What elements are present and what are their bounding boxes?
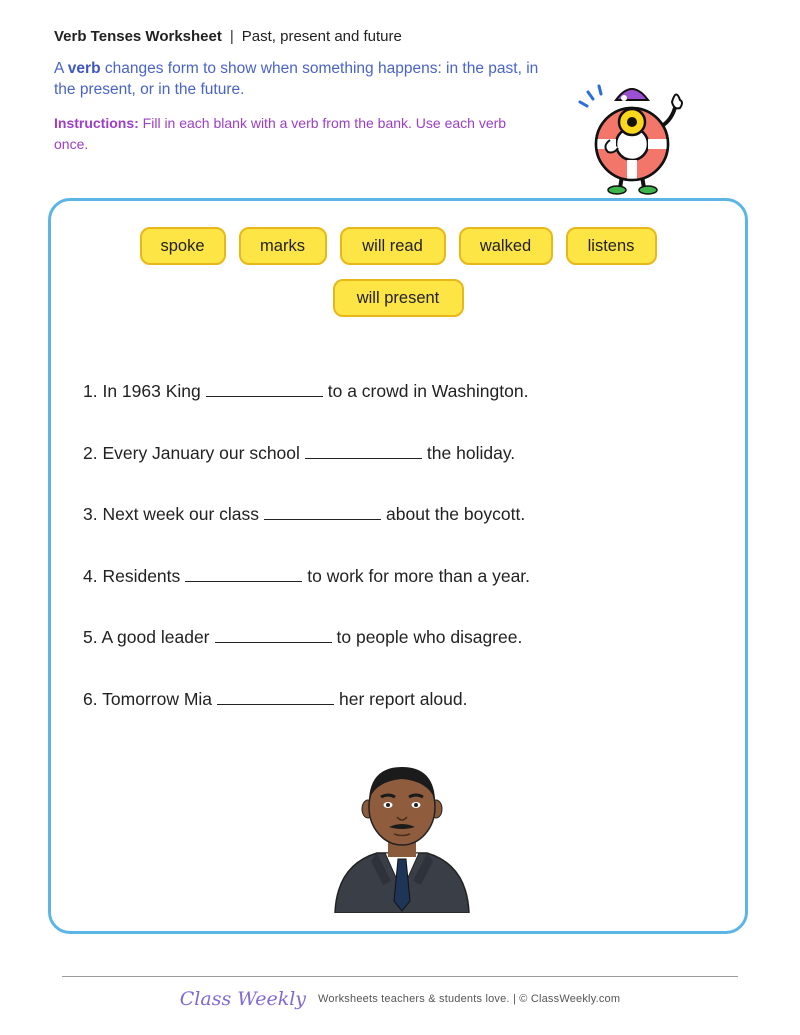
sentence-end: the holiday. [426, 442, 516, 463]
sentence-list [83, 381, 530, 750]
sentence-start: 2. Every January our school [83, 442, 300, 463]
portrait-illustration [331, 761, 473, 913]
instructions-text: Fill in each blank with a verb from the bank. Use each verb once. [54, 115, 507, 152]
worksheet-title: Verb Tenses Worksheet [54, 28, 222, 45]
answer-blank[interactable] [264, 505, 381, 520]
header-separator: | [229, 28, 234, 45]
word-chip: will present [333, 279, 464, 317]
brand-logo: Class Weekly [179, 988, 307, 1010]
answer-blank[interactable] [206, 382, 323, 397]
exercise-panel [48, 198, 748, 934]
answer-blank[interactable] [305, 444, 422, 459]
sentence-item [83, 381, 530, 443]
sentence-start: 5. A good leader [83, 627, 210, 647]
sentence-item [83, 689, 530, 751]
sentence-end: to people who disagree. [336, 627, 523, 647]
instructions [54, 113, 544, 155]
footer-divider [62, 976, 738, 977]
sentence-start: 6. Tomorrow Mia [83, 688, 213, 709]
sentence-end: to work for more than a year. [307, 565, 531, 586]
word-chip: marks [239, 227, 327, 265]
word-chip: walked [459, 227, 553, 265]
sentence-item [83, 443, 530, 505]
sentence-item [83, 566, 530, 628]
sentence-end: to a crowd in Washington. [327, 381, 529, 401]
sentence-start: 3. Next week our class [83, 504, 260, 524]
footer [0, 988, 800, 1010]
sentence-end: about the boycott. [386, 504, 526, 524]
word-chip: will read [340, 227, 446, 265]
footer-tagline: Worksheets teachers & students love. | © ClassWeekly.com [318, 993, 621, 1005]
lifebuoy-mascot-icon [572, 76, 700, 196]
sentence-start: 1. In 1963 King [83, 381, 201, 401]
word-chip: spoke [140, 227, 226, 265]
word-chip: listens [566, 227, 657, 265]
answer-blank[interactable] [215, 628, 332, 643]
answer-blank[interactable] [185, 567, 302, 582]
worksheet-header [54, 28, 402, 45]
sentence-item [83, 504, 530, 566]
sentence-item [83, 627, 530, 689]
instructions-label: Instructions: [54, 115, 139, 131]
worksheet-subtitle: Past, present and future [241, 28, 402, 45]
intro-after: changes form to show when something happens: in the past, in the present, or in the future. [54, 60, 539, 98]
intro-keyword: verb [67, 60, 101, 77]
word-bank [51, 227, 745, 317]
sentence-end: her report aloud. [339, 688, 468, 709]
intro-text [54, 58, 554, 100]
intro-before: A [54, 60, 68, 77]
sentence-start: 4. Residents [83, 565, 181, 586]
answer-blank[interactable] [217, 690, 334, 705]
